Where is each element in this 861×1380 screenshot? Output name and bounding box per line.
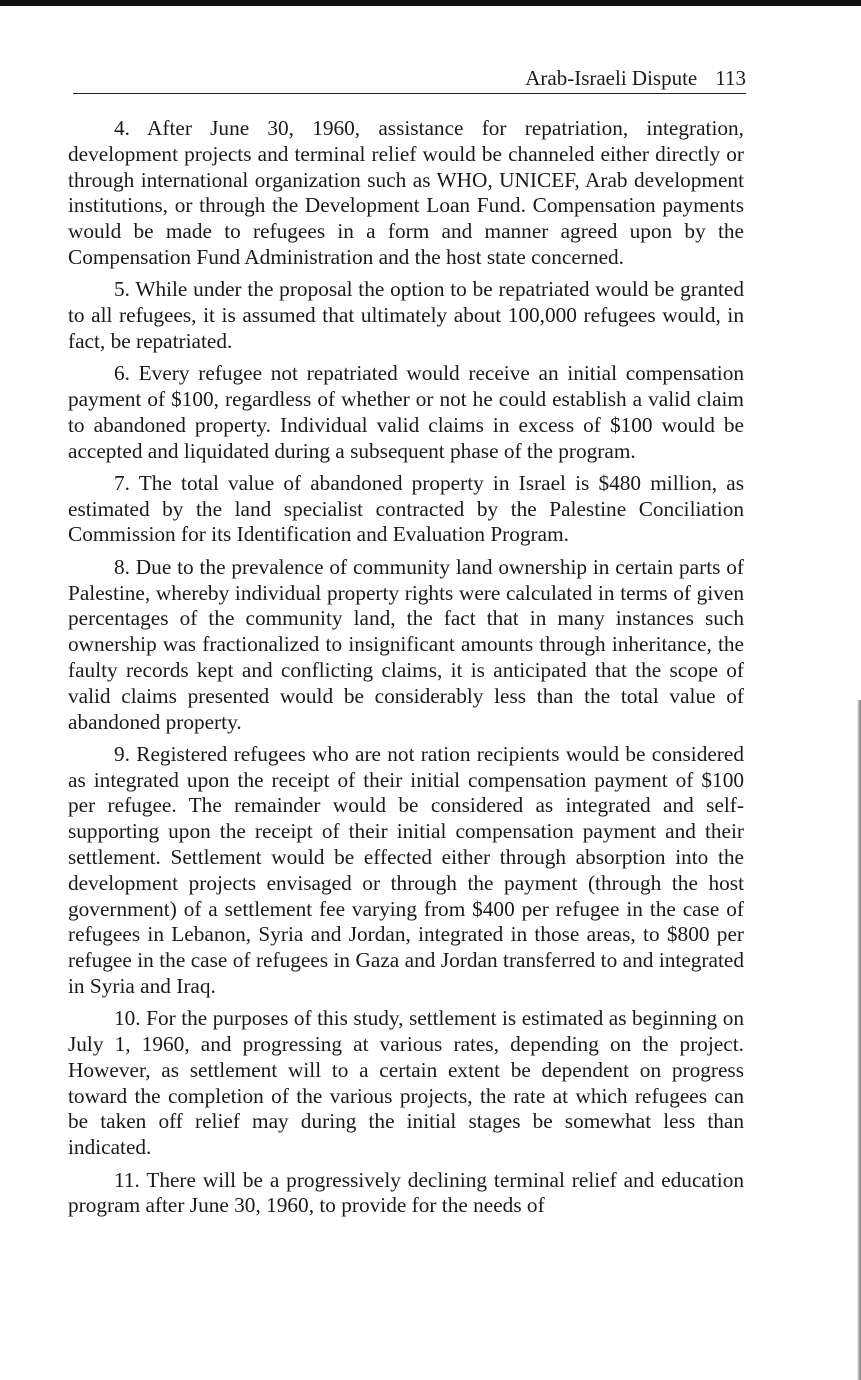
- paragraph-4: 4. After June 30, 1960, assistance for repatriation, integration, development projects and terminal relief would be channeled either directly or through international organization such as WHO, UNICEF, Arab development institutions, or through the Development Loan Fund. Compensation payments would be made to refugees in a form and manner agreed upon by the Compensation Fund Administration and the host state concerned.: [68, 116, 744, 269]
- paragraph-8: 8. Due to the prevalence of community land ownership in certain parts of Palestine, whereby individual property rights were calculated in terms of given percentages of the community land, the fact that in many instances such ownership was fractionalized to insignificant amounts through inheritance, the faulty records kept and conflicting claims, it is anticipated that the scope of valid claims presented would be considerably less than the total value of abandoned property.: [68, 554, 744, 734]
- page-number: 113: [715, 66, 746, 90]
- page-right-edge: [857, 700, 861, 1380]
- page-body: [68, 116, 744, 1219]
- paragraph-11: 11. There will be a progressively declining terminal relief and education program after June 30, 1960, to provide for the needs of: [68, 1167, 744, 1218]
- paragraph-10: 10. For the purposes of this study, settlement is estimated as beginning on July 1, 1960, and progressing at various rates, depending on the project. However, as settlement will to a certain extent be dependent on progress toward the completion of the various projects, the rate at which refugees can be taken off relief may during the initial stages be somewhat less than indicated.: [68, 1006, 744, 1160]
- running-header: [73, 64, 746, 94]
- paragraph-6: 6. Every refugee not repatriated would receive an initial compensation payment of $100, regardless of whether or not he could establish a valid claim to abandoned property. Individual valid claims in excess of $100 would be accepted and liquidated during a subsequent phase of the program.: [68, 361, 744, 463]
- paragraph-9: 9. Registered refugees who are not ration recipients would be considered as integrated upon the receipt of their initial compensation payment of $100 per refugee. The remainder would be considered as integrated and self-supporting upon the receipt of their initial compensation payment and their settlement. Settlement would be effected either through absorption into the development projects envisaged or through the payment (through the host government) of a settlement fee varying from $400 per refugee in the case of refugees in Lebanon, Syria and Jordan, integrated in those areas, to $800 per refugee in the case of refugees in Gaza and Jordan transferred to and integrated in Syria and Iraq.: [68, 741, 744, 998]
- running-title: Arab-Israeli Dispute: [525, 66, 698, 90]
- paragraph-7: 7. The total value of abandoned property in Israel is $480 million, as estimated by the land specialist contracted by the Palestine Conciliation Commission for its Identification and Evaluation Program.: [68, 470, 744, 547]
- paragraph-5: 5. While under the proposal the option to be repatriated would be granted to all refugees, it is assumed that ultimately about 100,000 refugees would, in fact, be repatriated.: [68, 277, 744, 353]
- page-top-edge: [0, 0, 861, 6]
